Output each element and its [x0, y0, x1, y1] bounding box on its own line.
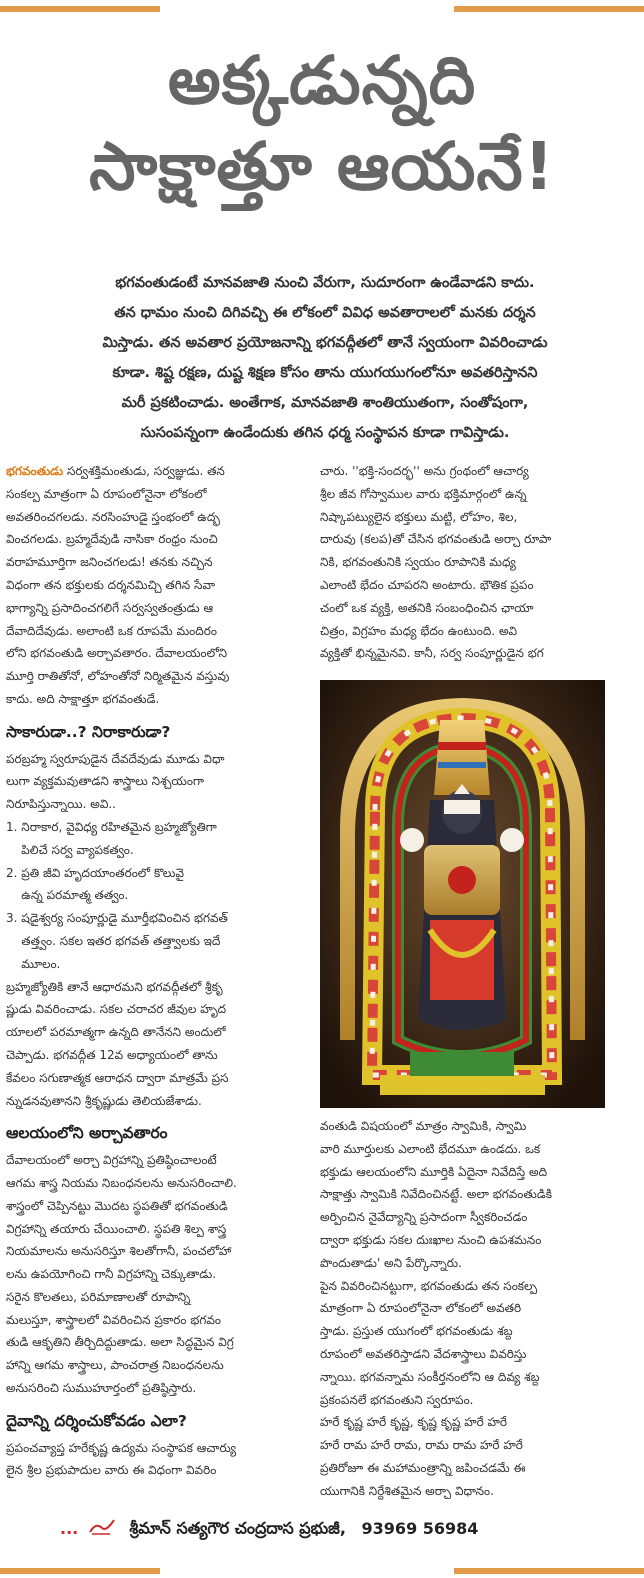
right-column-bottom: [320, 1115, 620, 1503]
subheading-darshan: దైవాన్ని దర్శించుకోవడం ఎలా?: [6, 1411, 187, 1430]
byline-author: శ్రీమాన్ సత్యగౌర చంద్రదాస ప్రభుజీ,: [129, 1518, 346, 1538]
list-item: ఉన్న పరమాత్మ తత్వం.: [6, 888, 129, 903]
body-line: నియమాలను అనుసరిస్తూ శిలతోగానీ, పంచలోహా: [6, 1244, 232, 1259]
body-line: మాత్రంగా ఏ రూపంలోనైనా లోకంలో అవతరి: [320, 1301, 522, 1316]
lead-line-rest: సర్వశక్తిమంతుడు, సర్వజ్ఞుడు. తన: [63, 464, 225, 478]
list-item: తత్త్వం. సకల ఇతర భగవత్ తత్త్వాలకు ఇదే: [6, 933, 221, 948]
intro-line: సుసంపన్నంగా ఉండేందుకు తగిన ధర్మ సంస్థాపన కూడా గావిస్తాడు.: [140, 425, 510, 441]
intro-paragraph: [30, 268, 620, 448]
body-line: దారువు (కలప)తో చేసిన భగవంతుడి అర్చా రూపా: [320, 532, 552, 547]
headline-line-1: అక్కడున్నది: [167, 42, 477, 119]
intro-line: భగవంతుడంటే మానవజాతి నుంచి వేరుగా, సుదూరంగా ఉండేవాడని కాదు.: [115, 275, 535, 291]
bottom-right-rule: [454, 1568, 644, 1574]
body-line: ఎలాంటి భేదం చూపరని అంటారు. భౌతిక ప్రపం: [320, 577, 534, 592]
body-line: పైన వివరించినట్టుగా, భగవంతుడు తన సంకల్ప: [320, 1278, 538, 1293]
subheading-form: సాకారుడా..? నిరాకారుడా?: [6, 722, 171, 741]
byline-phone: 93969 56984: [361, 1518, 479, 1538]
body-line: అర్పించిన నైవేద్యాన్ని ప్రసాదంగా స్వీకరించడం: [320, 1210, 528, 1225]
body-line: రూపంలో అవతరిస్తాడని వేదశాస్త్రాలు వివరిస్తు: [320, 1346, 527, 1361]
body-line: పొందుతాడు' అని పేర్కొన్నారు.: [320, 1255, 462, 1270]
body-line: నిరూపిస్తున్నాయి. అవి..: [6, 797, 116, 812]
body-line: భక్తుడు ఆలయంలోని మూర్తికి ఏదైనా నివేదిస్తే అది: [320, 1164, 548, 1179]
body-line: నికి, భగవంతునికి స్వయం రూపానికి మధ్య: [320, 555, 516, 570]
body-line: హాన్ని ఆగమ శాస్త్రాలు, పాంచరాత్ర నిబంధనలను: [6, 1358, 224, 1373]
body-line: అవతరించగలడు. నరసింహుడై స్తంభంలో ఉద్భ: [6, 509, 220, 524]
body-line: ప్రతిరోజూ ఈ మహామంత్రాన్ని జపించడమే ఈ: [320, 1460, 526, 1475]
lead-word: భగవంతుడు: [6, 464, 64, 478]
bottom-left-rule: [0, 1568, 160, 1574]
top-left-rule: [0, 6, 160, 12]
headline-line-2: సాక్షాత్తూ ఆయనే!: [89, 128, 555, 205]
body-line: పరబ్రహ్మ స్వరూపుడైన దేవదేవుడు మూడు విధా: [6, 751, 225, 766]
top-right-rule: [454, 6, 644, 12]
body-line: ఆగమ శాస్త్ర నియమ నిబంధనలను అనుసరించాలి.: [6, 1175, 237, 1190]
body-line: నిష్కాపట్యులైన భక్తులు మట్టి, లోహం, శిల,: [320, 509, 518, 524]
body-line: చారు. ''భక్తి-సందర్భ'' అను గ్రంథంలో ఆచార్య: [320, 464, 529, 478]
body-line: చెప్పాడు. భగవద్గీత 12వ అధ్యాయంలో తాను: [6, 1047, 218, 1062]
body-line: శ్రీల జీవ గోస్వాముల వారు భక్తిమార్గంలో ఉన్న: [320, 486, 527, 501]
body-line: భాగ్యాన్ని ప్రసాదించగలిగే సర్వస్వతంత్రుడు ఆ: [6, 600, 214, 615]
list-item: మూలం.: [6, 956, 61, 971]
body-line: శాస్త్రంలో చెప్పినట్టు మొదట స్థపతితో భగవంతుడి: [6, 1198, 228, 1213]
body-line: దేవాదిదేవుడు. అలాంటి ఒక రూపమే మందిరం: [6, 623, 217, 638]
byline-dots: ...: [60, 1518, 79, 1538]
left-column: [6, 460, 304, 1482]
body-line: కేవలం సగుణాత్మక ఆరాధన ద్వారా మాత్రమే ప్రస: [6, 1070, 229, 1085]
pen-signature-icon: [88, 1518, 116, 1540]
body-line: దేవాలయంలో అర్చా విగ్రహాన్ని ప్రతిష్ఠించాలంటే: [6, 1153, 217, 1168]
body-line: వరాహమూర్తిగా జనించగలడు! తనకు నచ్చిన: [6, 555, 213, 570]
body-line: యాలలో పరమాత్మగా ఉన్నది తానేనని అందులో: [6, 1025, 226, 1040]
body-line: చిత్రం, విగ్రహం మధ్య భేదం ఉంటుంది. అవి: [320, 623, 518, 638]
body-line: వంతుడి విషయంలో మాత్రం స్వామికి, స్వామి: [320, 1119, 527, 1133]
intro-line: మిస్తాడు. తన అవతార ప్రయోజనాన్ని భగవద్గీతలో తానే స్వయంగా వివరించాడు: [102, 335, 548, 351]
body-line: అనుసరించి సుముహూర్తంలో ప్రతిష్ఠిస్తారు.: [6, 1381, 197, 1396]
right-column-top: [320, 460, 620, 665]
list-item: 1. నిరాకార, వైవిధ్య రహితమైన బ్రహ్మజ్యోతిగా: [6, 819, 217, 834]
list-item: పిలిచే సర్వ వ్యాపకత్వం.: [6, 842, 134, 857]
body-line: లుగా వ్యక్తమవుతాడని శాస్త్రాలు నిశ్చయంగా: [6, 774, 204, 789]
mantra-line: హరే రామ హరే రామ, రామ రామ హరే హరే: [320, 1438, 523, 1453]
deity-illustration: [320, 680, 605, 1108]
body-line: విధంగా తన భక్తులకు దర్శనమిచ్చి తగిన సేవా: [6, 577, 215, 592]
body-line: చంలో ఒక వ్యక్తి, అతనికి సంబంధించిన ఛాయా: [320, 600, 534, 615]
headline: [0, 38, 644, 210]
deity-photo: [320, 680, 605, 1108]
subheading-temple-deity: ఆలయంలోని అర్చావతారం: [6, 1124, 168, 1143]
body-line: లను ఉపయోగించి గానీ విగ్రహాన్ని చెక్కుతాడు.: [6, 1267, 217, 1282]
intro-line: తన ధామం నుంచి దిగివచ్చి ఈ లోకంలో వివిధ అవతారాలలో మనకు దర్శన: [114, 305, 536, 321]
body-line: విగ్రహాన్ని తయారు చేయించాలి. స్థపతి శిల్ప శాస్త్ర: [6, 1221, 227, 1236]
mantra-line: హరే కృష్ణ హరే కృష్ణ, కృష్ణ కృష్ణ హరే హరే: [320, 1415, 508, 1430]
body-line: లైన శ్రీల ప్రభుపాదుల వారు ఈ విధంగా వివరిం: [6, 1463, 217, 1478]
body-line: వారి మూర్తులకు ఎలాంటి భేదమూ ఉండదు. ఒక: [320, 1141, 541, 1156]
body-line: న్నాయి. భగవన్నామ సంకీర్తనంలోని ఆ దివ్య శబ్ద: [320, 1369, 540, 1384]
body-line: ష్ణుడు వివరించాడు. సకల చరాచర జీవుల హృద: [6, 1002, 227, 1017]
body-line: సాక్షాత్తు స్వామికి నివేదించినట్టే. అలా భగవంతుడికి: [320, 1187, 552, 1202]
body-line: ద్వారా భక్తుడు సకల దుఃఖాల నుంచి ఉపశమనం: [320, 1232, 542, 1247]
body-line: స్తాడు. ప్రస్తుత యుగంలో భగవంతుడు శబ్ద: [320, 1324, 513, 1339]
body-line: యుగానికి నిర్దేశితమైన అర్చా విధానం.: [320, 1483, 494, 1498]
body-line: ప్రకంపనలే భగవంతుని స్వరూపం.: [320, 1392, 474, 1407]
byline: [60, 1518, 620, 1542]
body-line: న్నుడనవుతానని శ్రీకృష్ణుడు తెలియజేశాడు.: [6, 1093, 202, 1108]
body-line: ప్రపంచవ్యాప్త హరేకృష్ణ ఉద్యమ సంస్థాపక ఆచార్యు: [6, 1440, 237, 1455]
body-line: కాదు. అది సాక్షాత్తూ భగవంతుడే.: [6, 691, 160, 706]
body-line: [6, 460, 304, 483]
body-line: సరైన కొలతలు, పరిమాణాలతో రూపాన్ని: [6, 1289, 191, 1304]
body-line: మూర్తి రాతితోనో, లోహంతోనో నిర్మితమైన వస్తువు: [6, 669, 230, 684]
body-line: వ్యక్తితో భిన్నమైనవి. కానీ, సర్వ సంపూర్ణుడైన భగ: [320, 646, 544, 661]
body-line: తుడి ఆకృతిని తీర్చిదిద్దుతాడు. అలా సిద్ధమైన విగ్ర: [6, 1335, 234, 1350]
list-item: 3. షడైశ్వర్య సంపూర్ణుడై మూర్తీభవించిన భగవత్: [6, 911, 228, 926]
body-line: బ్రహ్మజ్యోతికి తానే ఆధారమని భగవద్గీతలో శ్రీకృ: [6, 979, 223, 994]
body-line: మలుస్తూ, శాస్త్రాలలో వివరించిన ప్రకారం భగవం: [6, 1312, 221, 1327]
list-item: 2. ప్రతి జీవి హృదయాంతరంలో కొలువై: [6, 865, 184, 880]
intro-line: మరీ ప్రకటించాడు. అంతేగాక, మానవజాతి శాంతియుతంగా, సంతోషంగా,: [121, 395, 529, 411]
intro-line: కూడా. శిష్ట రక్షణ, దుష్ట శిక్షణ కోసం తాను యుగయుగంలోనూ అవతరిస్తానని: [112, 365, 538, 381]
body-line: వించగలడు. బ్రహ్మదేవుడి నాసికా రంధ్రం నుంచి: [6, 532, 218, 547]
body-line: లోని భగవంతుడి అర్చావతారం. దేవాలయంలోని: [6, 646, 228, 661]
body-line: సంకల్ప మాత్రంగా ఏ రూపంలోనైనా లోకంలో: [6, 486, 207, 501]
